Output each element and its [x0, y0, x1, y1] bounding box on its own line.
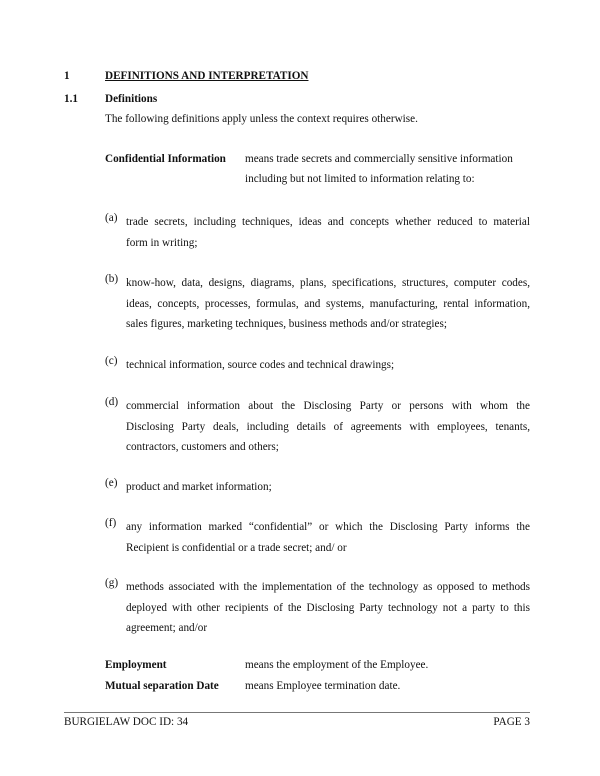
item-line: methods associated with the implementation of the technology as opposed to methods	[126, 581, 530, 593]
item-line: know-how, data, designs, diagrams, plans, specifications, structures, computer codes,	[126, 277, 530, 289]
term-confidential-information: Confidential Information	[105, 153, 226, 165]
item-d-letter: (d)	[105, 396, 119, 408]
item-line: agreement; and/or	[126, 622, 208, 634]
item-f-letter: (f)	[105, 517, 117, 529]
item-line: Disclosing Party deals, including details of agreements with employees, tenants,	[126, 420, 530, 433]
intro-text: The following definitions apply unless the context requires otherwise.	[105, 113, 418, 125]
item-line: contractors, customers and others;	[126, 441, 279, 453]
confidential-definition-line2: including but not limited to information relating to:	[245, 173, 475, 185]
item-f-text	[126, 517, 530, 558]
item-line: sales figures, marketing techniques, business methods and/or strategies;	[126, 318, 447, 330]
item-b-text	[126, 273, 530, 335]
item-d-text	[126, 396, 530, 458]
section-title: DEFINITIONS AND INTERPRETATION	[105, 70, 309, 82]
item-a-letter: (a)	[105, 212, 118, 224]
footer-divider	[64, 712, 530, 713]
term-employment: Employment	[105, 659, 167, 671]
footer-page-number: PAGE 3	[493, 716, 530, 728]
subsection-number: 1.1	[64, 93, 78, 105]
item-b-letter: (b)	[105, 273, 119, 285]
item-line: product and market information;	[126, 481, 272, 493]
item-line: technical information, source codes and technical drawings;	[126, 359, 395, 371]
item-e-text	[126, 477, 530, 498]
item-a-text	[126, 212, 530, 253]
item-line: commercial information about the Disclosing Party or persons with whom the	[126, 400, 530, 412]
confidential-definition-line1: means trade secrets and commercially sensitive information	[245, 153, 513, 165]
item-c-text	[126, 355, 530, 376]
item-g-letter: (g)	[105, 577, 119, 589]
item-line: any information marked “confidential” or which the Disclosing Party informs the	[126, 521, 530, 533]
section-number: 1	[64, 70, 70, 82]
item-line: deployed with other recipients of the Disclosing Party technology not a party to this	[126, 601, 530, 614]
item-line: form in writing;	[126, 236, 198, 249]
item-e-letter: (e)	[105, 477, 118, 489]
item-line: Recipient is confidential or a trade secret; and/ or	[126, 541, 347, 554]
subsection-title: Definitions	[105, 93, 158, 105]
item-g-text	[126, 577, 530, 639]
mutual-separation-definition: means Employee termination date.	[245, 680, 401, 692]
term-mutual-separation-date: Mutual separation Date	[105, 680, 219, 692]
item-line: trade secrets, including techniques, ideas and concepts whether reduced to material	[126, 216, 530, 228]
item-c-letter: (c)	[105, 355, 118, 367]
item-line: ideas, concepts, processes, formulas, and systems, manufacturing, rental information,	[126, 297, 530, 310]
employment-definition: means the employment of the Employee.	[245, 659, 429, 671]
footer-doc-id: BURGIELAW DOC ID: 34	[64, 716, 189, 728]
